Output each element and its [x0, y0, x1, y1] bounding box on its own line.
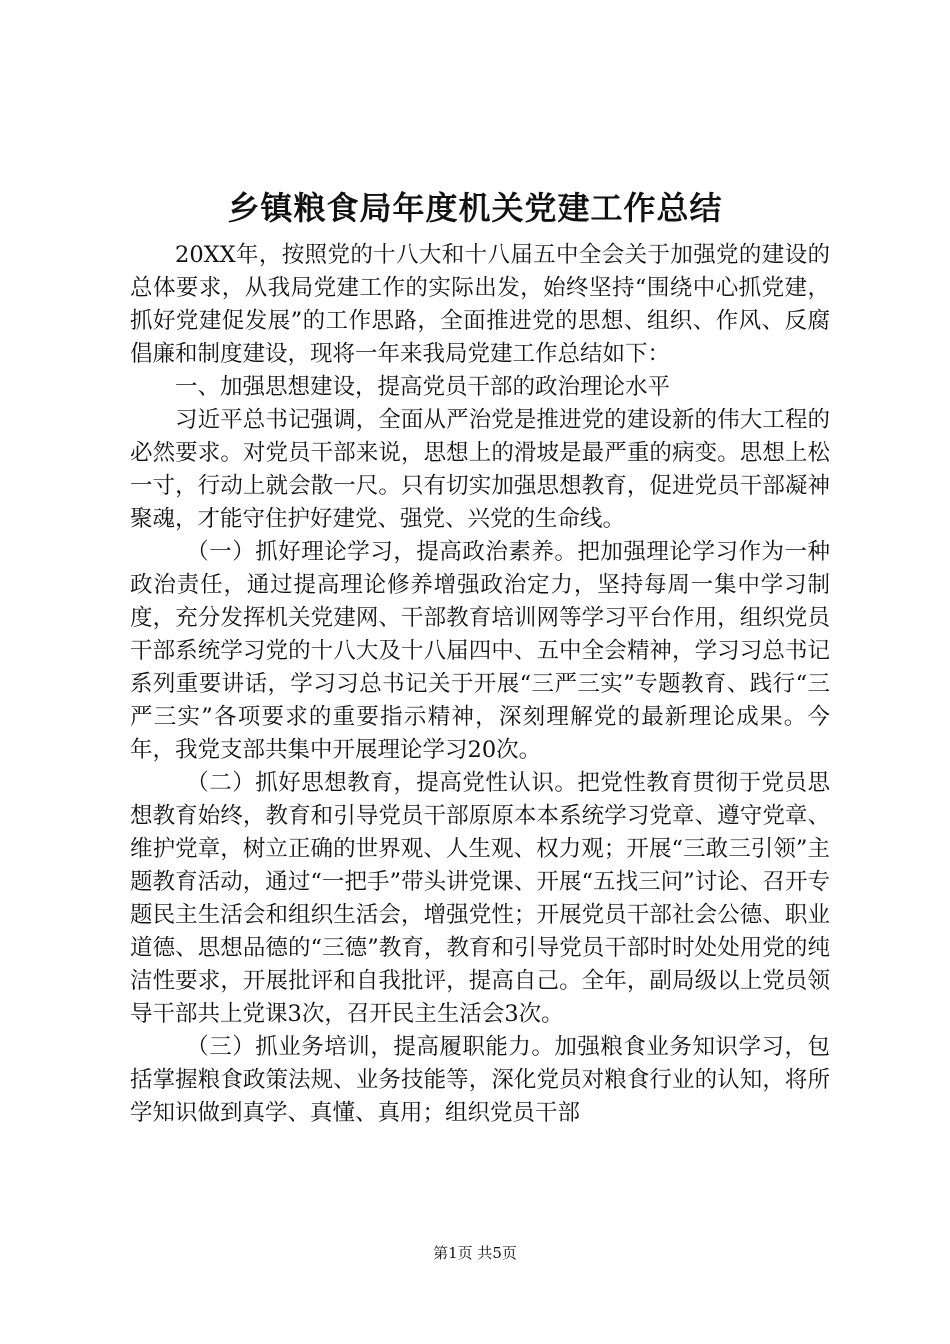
section-1-paragraph: 习近平总书记强调，全面从严治党是推进党的建设新的伟大工程的必然要求。对党员干部来说，思想上的滑坡是最严重的病变。思想上松一寸，行动上就会散一尺。只有切实加强思想教育，促进党员干部凝神聚魂，才能守住护好建党、强党、兴党的生命线。 — [130, 407, 830, 532]
intro-paragraph: 20XX年，按照党的十八大和十八届五中全会关于加强党的建设的总体要求，从我局党建工作的实际出发，始终坚持“围绕中心抓党建，抓好党建促发展”的工作思路，全面推进党的思想、组织、作风、反腐倡廉和制度建设，现将一年来我局党建工作总结如下： — [130, 242, 830, 367]
page-number-footer: 第1页 共5页 — [433, 1244, 517, 1262]
section-heading-1: 一、加强思想建设，提高党员干部的政治理论水平 — [175, 374, 671, 400]
document-body — [130, 239, 830, 1130]
document-title: 乡镇粮食局年度机关党建工作总结 — [227, 189, 723, 227]
subsection-1-paragraph: （一）抓好理论学习，提高政治素养。把加强理论学习作为一种政治责任，通过提高理论修养增强政治定力，坚持每周一集中学习制度，充分发挥机关党建网、干部教育培训网等学习平台作用，组织党员干部系统学习党的十八大及十八届四中、五中全会精神，学习习总书记系列重要讲话，学习习总书记关于开展“三严三实”专题教育、践行“三严三实”各项要求的重要指示精神，深刻理解党的最新理论成果。今年，我党支部共集中开展理论学习20次。 — [130, 539, 830, 763]
subsection-2-paragraph: （二）抓好思想教育，提高党性认识。把党性教育贯彻于党员思想教育始终，教育和引导党员干部原原本本系统学习党章、遵守党章、维护党章，树立正确的世界观、人生观、权力观；开展“三敢三引领”主题教育活动，通过“一把手”带头讲党课、开展“五找三问”讨论、召开专题民主生活会和组织生活会，增强党性；开展党员干部社会公德、职业道德、思想品德的“三德”教育，教育和引导党员干部时时处处用党的纯洁性要求，开展批评和自我批评，提高自己。全年，副局级以上党员领导干部共上党课3次，召开民主生活会3次。 — [130, 770, 830, 1027]
subsection-3-paragraph: （三）抓业务培训，提高履职能力。加强粮食业务知识学习，包括掌握粮食政策法规、业务技能等，深化党员对粮食行业的认知，将所学知识做到真学、真懂、真用；组织党员干部 — [130, 1034, 830, 1126]
